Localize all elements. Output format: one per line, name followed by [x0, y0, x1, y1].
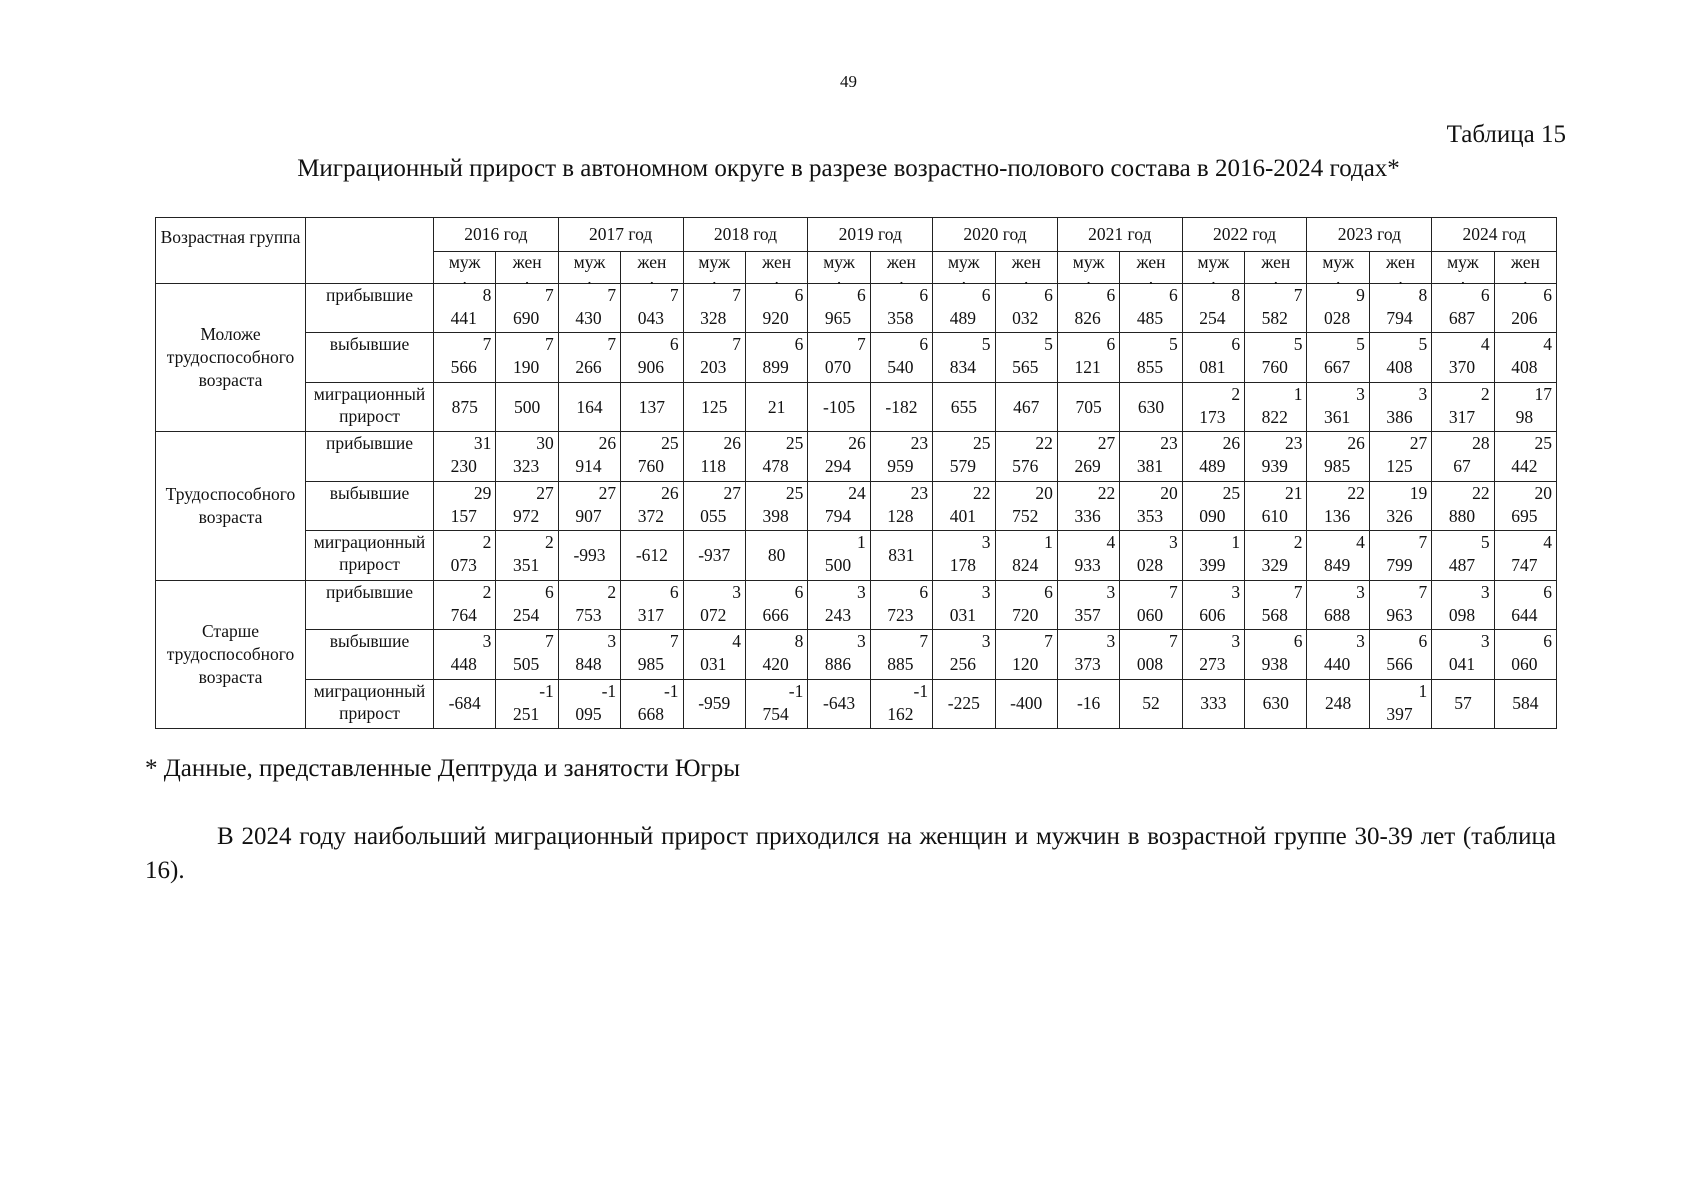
value-cell: 6 826 [1057, 284, 1119, 333]
value-cell: 5 855 [1120, 333, 1182, 382]
category-cell: миграционный прирост [306, 679, 434, 729]
table-row [156, 531, 1557, 580]
value-cell: 22 401 [933, 481, 995, 530]
value-cell: 4 849 [1307, 531, 1369, 580]
category-cell: прибывшие [306, 580, 434, 629]
year-header: 2019 год [808, 218, 933, 252]
value-cell: 6 666 [745, 580, 807, 629]
value-cell: 25 579 [933, 432, 995, 481]
female-header [1369, 252, 1431, 288]
sex-label: муж [947, 252, 980, 272]
female-header [496, 252, 558, 288]
value-cell: 6 485 [1120, 284, 1182, 333]
sex-label: муж [1322, 252, 1354, 272]
table-row [156, 481, 1557, 530]
value-cell: 7 430 [558, 284, 620, 333]
year-header: 2023 год [1307, 218, 1432, 252]
value-cell: 3 028 [1120, 531, 1182, 580]
value-cell: 6 566 [1369, 630, 1431, 679]
value-cell: 6 540 [870, 333, 932, 382]
value-cell: 3 361 [1307, 382, 1369, 431]
value-cell: 6 723 [870, 580, 932, 629]
value-cell: 7 120 [995, 630, 1057, 679]
value-cell: -1 251 [496, 679, 558, 729]
value-cell: 7 203 [683, 333, 745, 382]
sex-label: муж [1197, 252, 1230, 272]
value-cell: 6 032 [995, 284, 1057, 333]
value-cell: 1 500 [808, 531, 870, 580]
male-header [1182, 252, 1244, 288]
value-cell: 7 566 [434, 333, 496, 382]
value-cell: 25 398 [745, 481, 807, 530]
value-cell: 8 441 [434, 284, 496, 333]
value-cell: 1 397 [1369, 679, 1431, 729]
value-cell: 27 269 [1057, 432, 1119, 481]
value-cell: 20 353 [1120, 481, 1182, 530]
value-cell: 3 273 [1182, 630, 1244, 679]
value-cell: 584 [1494, 679, 1556, 729]
value-cell: 7 963 [1369, 580, 1431, 629]
value-cell: 5 408 [1369, 333, 1431, 382]
value-cell: 23 959 [870, 432, 932, 481]
category-cell: миграционный прирост [306, 531, 434, 580]
female-header [1245, 252, 1307, 288]
male-header [558, 252, 620, 288]
value-cell: 3 357 [1057, 580, 1119, 629]
value-cell: 7 070 [808, 333, 870, 382]
value-cell: 3 886 [808, 630, 870, 679]
value-cell: 30 323 [496, 432, 558, 481]
value-cell: 705 [1057, 382, 1119, 431]
value-cell: 6 121 [1057, 333, 1119, 382]
sex-label: жен [1261, 252, 1291, 272]
value-cell: 2 317 [1432, 382, 1494, 431]
value-cell: 7 008 [1120, 630, 1182, 679]
value-cell: 4 933 [1057, 531, 1119, 580]
value-cell: -937 [683, 531, 745, 580]
value-cell: 22 880 [1432, 481, 1494, 530]
value-cell: 6 938 [1245, 630, 1307, 679]
value-cell: 7 043 [621, 284, 683, 333]
value-cell: 20 752 [995, 481, 1057, 530]
value-cell: 7 190 [496, 333, 558, 382]
value-cell: -993 [558, 531, 620, 580]
value-cell: 22 336 [1057, 481, 1119, 530]
table-row [156, 284, 1557, 333]
value-cell: 29 157 [434, 481, 496, 530]
value-cell: -182 [870, 382, 932, 431]
value-cell: 23 128 [870, 481, 932, 530]
sex-label-dot: . [1460, 268, 1466, 288]
female-header [621, 252, 683, 288]
value-cell: 6 358 [870, 284, 932, 333]
sex-label: муж [1072, 252, 1105, 272]
value-cell: 3 041 [1432, 630, 1494, 679]
category-header-blank [306, 218, 434, 284]
value-cell: 2 764 [434, 580, 496, 629]
sex-label-dot: . [1024, 268, 1029, 288]
female-header [995, 252, 1057, 288]
value-cell: 27 972 [496, 481, 558, 530]
value-cell: 2 073 [434, 531, 496, 580]
value-cell: 5 760 [1245, 333, 1307, 382]
value-cell: 3 440 [1307, 630, 1369, 679]
page-number: 49 [840, 72, 857, 91]
value-cell: 2 329 [1245, 531, 1307, 580]
value-cell: -1 668 [621, 679, 683, 729]
value-cell: 3 448 [434, 630, 496, 679]
value-cell: 52 [1120, 679, 1182, 729]
value-cell: -105 [808, 382, 870, 431]
value-cell: -1 162 [870, 679, 932, 729]
value-cell: 1 822 [1245, 382, 1307, 431]
value-cell: 3 243 [808, 580, 870, 629]
sex-label: жен [1136, 252, 1166, 272]
migration-table [155, 217, 1557, 729]
value-cell: 6 489 [933, 284, 995, 333]
value-cell: -225 [933, 679, 995, 729]
category-cell: прибывшие [306, 432, 434, 481]
male-header [1057, 252, 1119, 288]
value-cell: 7 799 [1369, 531, 1431, 580]
year-header: 2018 год [683, 218, 808, 252]
value-cell: 7 266 [558, 333, 620, 382]
value-cell: 25 478 [745, 432, 807, 481]
value-cell: 28 67 [1432, 432, 1494, 481]
value-cell: 4 408 [1494, 333, 1556, 382]
value-cell: 7 885 [870, 630, 932, 679]
sex-label-dot: . [1398, 268, 1403, 288]
value-cell: 26 985 [1307, 432, 1369, 481]
age-group-cell: Трудоспособного возраста [156, 432, 306, 580]
sex-label-dot: . [587, 268, 592, 288]
value-cell: 6 720 [995, 580, 1057, 629]
value-cell: 25 760 [621, 432, 683, 481]
value-cell: 7 690 [496, 284, 558, 333]
value-cell: 125 [683, 382, 745, 431]
value-cell: 3 373 [1057, 630, 1119, 679]
value-cell: 137 [621, 382, 683, 431]
year-header: 2021 год [1057, 218, 1182, 252]
value-cell: 467 [995, 382, 1057, 431]
table-label: Таблица 15 [1446, 121, 1566, 148]
sex-label-dot: . [961, 268, 966, 288]
value-cell: 6 644 [1494, 580, 1556, 629]
value-cell: 3 606 [1182, 580, 1244, 629]
value-cell: 4 031 [683, 630, 745, 679]
value-cell: 6 060 [1494, 630, 1556, 679]
value-cell: 2 753 [558, 580, 620, 629]
category-cell: выбывшие [306, 333, 434, 382]
value-cell: 5 487 [1432, 531, 1494, 580]
value-cell: 6 906 [621, 333, 683, 382]
sex-label: муж [448, 252, 481, 272]
value-cell: 3 178 [933, 531, 995, 580]
value-cell: 630 [1120, 382, 1182, 431]
footnote: * Данные, представленные Дептруда и занятости Югры [145, 755, 741, 782]
value-cell: -959 [683, 679, 745, 729]
sex-label-dot: . [462, 268, 467, 288]
year-header: 2024 год [1432, 218, 1557, 252]
year-header: 2016 год [434, 218, 559, 252]
category-cell: выбывшие [306, 481, 434, 530]
value-cell: 1 399 [1182, 531, 1244, 580]
value-cell: 5 834 [933, 333, 995, 382]
value-cell: 17 98 [1494, 382, 1556, 431]
value-cell: 27 055 [683, 481, 745, 530]
sex-label: муж [698, 252, 731, 272]
sex-label: жен [1386, 252, 1416, 272]
sex-label-dot: . [774, 268, 779, 288]
value-cell: 6 081 [1182, 333, 1244, 382]
value-cell: 20 695 [1494, 481, 1556, 530]
value-cell: 3 031 [933, 580, 995, 629]
value-cell: 8 794 [1369, 284, 1431, 333]
value-cell: 24 794 [808, 481, 870, 530]
value-cell: 630 [1245, 679, 1307, 729]
value-cell: 6 254 [496, 580, 558, 629]
sex-label: муж [1447, 252, 1479, 272]
value-cell: 3 688 [1307, 580, 1369, 629]
sex-label: муж [573, 252, 606, 272]
table-row [156, 333, 1557, 382]
male-header [683, 252, 745, 288]
body-paragraph: В 2024 году наибольший миграционный прирост приходился на женщин и мужчин в возрастной группе 30-39 лет (таблица 16). [145, 823, 1556, 884]
female-header [1494, 252, 1556, 288]
value-cell: 3 098 [1432, 580, 1494, 629]
value-cell: 655 [933, 382, 995, 431]
value-cell: 21 610 [1245, 481, 1307, 530]
value-cell: 8 254 [1182, 284, 1244, 333]
sex-label-dot: . [1273, 268, 1278, 288]
male-header [933, 252, 995, 288]
value-cell: 248 [1307, 679, 1369, 729]
value-cell: 3 848 [558, 630, 620, 679]
value-cell: 6 899 [745, 333, 807, 382]
table-row [156, 679, 1557, 729]
value-cell: 26 914 [558, 432, 620, 481]
value-cell: 1 824 [995, 531, 1057, 580]
sex-label-dot: . [899, 268, 904, 288]
value-cell: 7 568 [1245, 580, 1307, 629]
sex-label-dot: . [836, 268, 842, 288]
male-header [1307, 252, 1369, 288]
table-row [156, 580, 1557, 629]
female-header [870, 252, 932, 288]
value-cell: 6 687 [1432, 284, 1494, 333]
value-cell: 27 907 [558, 481, 620, 530]
male-header [434, 252, 496, 288]
value-cell: 3 256 [933, 630, 995, 679]
value-cell: 7 060 [1120, 580, 1182, 629]
sex-label: жен [512, 252, 542, 272]
value-cell: 9 028 [1307, 284, 1369, 333]
sex-label-dot: . [524, 268, 530, 288]
value-cell: 7 328 [683, 284, 745, 333]
sex-label-dot: . [1148, 268, 1154, 288]
value-cell: 26 372 [621, 481, 683, 530]
age-group-cell: Старше трудоспособного возраста [156, 580, 306, 728]
age-group-cell: Моложе трудоспособного возраста [156, 284, 306, 432]
sex-label: жен [762, 252, 792, 272]
sex-label: муж [823, 252, 855, 272]
sex-label-dot: . [649, 268, 655, 288]
value-cell: 26 118 [683, 432, 745, 481]
sex-label: жен [1011, 252, 1041, 272]
value-cell: 831 [870, 531, 932, 580]
value-cell: 4 747 [1494, 531, 1556, 580]
sex-label-dot: . [1335, 268, 1341, 288]
value-cell: 2 351 [496, 531, 558, 580]
value-cell: 31 230 [434, 432, 496, 481]
value-cell: 26 294 [808, 432, 870, 481]
sex-label-dot: . [1211, 268, 1216, 288]
value-cell: 500 [496, 382, 558, 431]
value-cell: -16 [1057, 679, 1119, 729]
value-cell: 5 565 [995, 333, 1057, 382]
value-cell: 25 442 [1494, 432, 1556, 481]
year-header: 2020 год [933, 218, 1058, 252]
female-header [1120, 252, 1182, 288]
value-cell: 164 [558, 382, 620, 431]
value-cell: 333 [1182, 679, 1244, 729]
table-row [156, 432, 1557, 481]
value-cell: 2 173 [1182, 382, 1244, 431]
category-cell: миграционный прирост [306, 382, 434, 431]
sex-label: жен [637, 252, 667, 272]
value-cell: 57 [1432, 679, 1494, 729]
age-group-header: Возрастная группа [156, 218, 306, 284]
value-cell: 22 136 [1307, 481, 1369, 530]
value-cell: 25 090 [1182, 481, 1244, 530]
value-cell: 6 206 [1494, 284, 1556, 333]
value-cell: -643 [808, 679, 870, 729]
value-cell: 4 370 [1432, 333, 1494, 382]
value-cell: 875 [434, 382, 496, 431]
value-cell: 80 [745, 531, 807, 580]
value-cell: 3 386 [1369, 382, 1431, 431]
male-header [808, 252, 870, 288]
value-cell: -1 754 [745, 679, 807, 729]
table-row [156, 382, 1557, 431]
value-cell: 8 420 [745, 630, 807, 679]
sex-label: жен [1510, 252, 1540, 272]
value-cell: -684 [434, 679, 496, 729]
value-cell: 26 489 [1182, 432, 1244, 481]
value-cell: 7 582 [1245, 284, 1307, 333]
value-cell: 6 317 [621, 580, 683, 629]
value-cell: 7 985 [621, 630, 683, 679]
category-cell: прибывшие [306, 284, 434, 333]
table-title: Миграционный прирост в автономном округе в разрезе возрастно-полового состава в 2016-2024 годах* [297, 155, 1400, 182]
female-header [745, 252, 807, 288]
value-cell: 23 939 [1245, 432, 1307, 481]
value-cell: 21 [745, 382, 807, 431]
value-cell: 7 505 [496, 630, 558, 679]
male-header [1432, 252, 1494, 288]
sex-label-dot: . [1086, 268, 1091, 288]
sex-label: жен [886, 252, 916, 272]
value-cell: 3 072 [683, 580, 745, 629]
value-cell: 19 326 [1369, 481, 1431, 530]
table-row [156, 630, 1557, 679]
sex-label-dot: . [1523, 268, 1528, 288]
value-cell: 22 576 [995, 432, 1057, 481]
value-cell: 23 381 [1120, 432, 1182, 481]
value-cell: 5 667 [1307, 333, 1369, 382]
value-cell: 6 965 [808, 284, 870, 333]
value-cell: -400 [995, 679, 1057, 729]
year-header: 2022 год [1182, 218, 1307, 252]
value-cell: -1 095 [558, 679, 620, 729]
year-header: 2017 год [558, 218, 683, 252]
category-cell: выбывшие [306, 630, 434, 679]
value-cell: 27 125 [1369, 432, 1431, 481]
value-cell: -612 [621, 531, 683, 580]
sex-label-dot: . [712, 268, 717, 288]
value-cell: 6 920 [745, 284, 807, 333]
